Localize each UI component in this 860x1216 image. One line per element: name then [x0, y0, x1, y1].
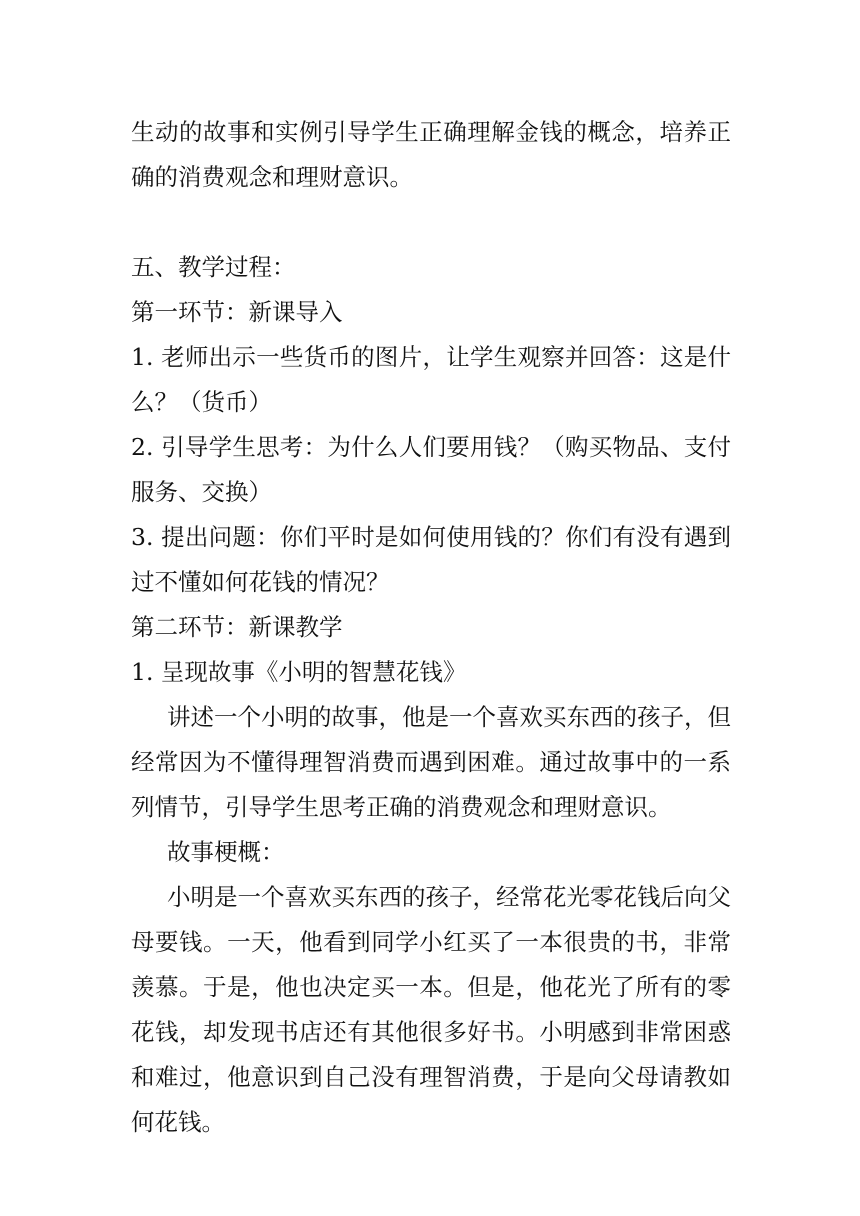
body-paragraph: 讲述一个小明的故事，他是一个喜欢买东西的孩子，但经常因为不懂得理智消费而遇到困难。通过故事中的一系列情节，引导学生思考正确的消费观念和理财意识。 — [131, 703, 731, 821]
blank-line — [131, 200, 731, 245]
list-item: 3. 提出问题：你们平时是如何使用钱的？你们有没有遇到过不懂如何花钱的情况？ — [131, 523, 731, 596]
list-item: 2. 引导学生思考：为什么人们要用钱？（购买物品、支付服务、交换） — [131, 433, 731, 506]
document-body — [131, 110, 731, 1145]
section-heading: 五、教学过程： — [131, 253, 296, 281]
list-item: 1. 老师出示一些货币的图片，让学生观察并回答：这是什么？（货币） — [131, 343, 731, 416]
subsection-heading: 第二环节：新课教学 — [131, 613, 343, 641]
paragraph-intro-continuation: 生动的故事和实例引导学生正确理解金钱的概念，培养正确的消费观念和理财意识。 — [131, 118, 731, 191]
body-paragraph: 小明是一个喜欢买东西的孩子，经常花光零花钱后向父母要钱。一天，他看到同学小红买了一本很贵的书，非常羡慕。于是，他也决定买一本。但是，他花光了所有的零花钱，却发现书店还有其他很多好书。小明感到非常困惑和难过，他意识到自己没有理智消费，于是向父母请教如何花钱。 — [131, 883, 731, 1136]
subsection-heading: 第一环节：新课导入 — [131, 298, 343, 326]
body-paragraph: 故事梗概： — [167, 838, 285, 866]
list-item: 1. 呈现故事《小明的智慧花钱》 — [131, 658, 467, 686]
